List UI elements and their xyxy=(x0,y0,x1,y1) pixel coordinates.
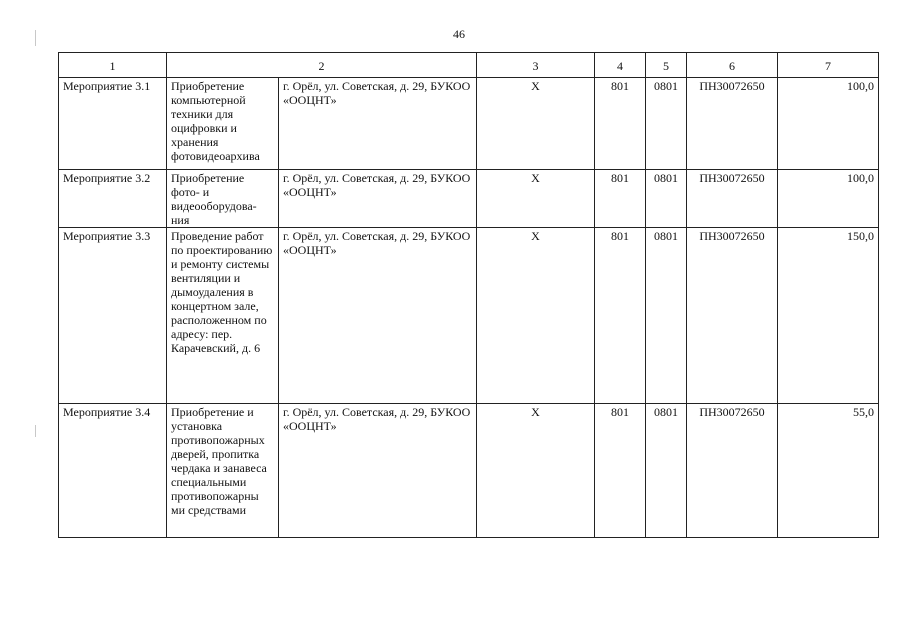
col6-cell: ПН30072650 xyxy=(687,78,778,170)
amount-cell: 100,0 xyxy=(778,170,879,228)
scan-margin-mark-bottom xyxy=(35,425,36,437)
header-cell-3: 3 xyxy=(477,53,595,78)
activities-table xyxy=(58,52,879,538)
col3-cell: Х xyxy=(477,170,595,228)
col5-cell: 0801 xyxy=(646,404,687,538)
table-row xyxy=(59,404,879,538)
header-cell-1: 1 xyxy=(59,53,167,78)
header-cell-2: 2 xyxy=(167,53,477,78)
description-cell: Проведение работ по проектированию и ремонту системы вентиляции и дымоудаления в концертном зале, расположенном по адресу: пер. Карачевский, д. 6 xyxy=(167,228,279,404)
header-cell-5: 5 xyxy=(646,53,687,78)
col5-cell: 0801 xyxy=(646,170,687,228)
col6-cell: ПН30072650 xyxy=(687,404,778,538)
address-cell: г. Орёл, ул. Советская, д. 29, БУКОО «ООЦНТ» xyxy=(279,78,477,170)
col3-cell: Х xyxy=(477,404,595,538)
description-cell: Приобретение компьютерной техники для оцифровки и хранения фотовидеоархива xyxy=(167,78,279,170)
header-cell-7: 7 xyxy=(778,53,879,78)
description-cell: Приобретение фото- и видеооборудова-ния xyxy=(167,170,279,228)
col4-cell: 801 xyxy=(595,78,646,170)
amount-cell: 100,0 xyxy=(778,78,879,170)
col6-cell: ПН30072650 xyxy=(687,170,778,228)
col6-cell: ПН30072650 xyxy=(687,228,778,404)
address-cell: г. Орёл, ул. Советская, д. 29, БУКОО «ООЦНТ» xyxy=(279,404,477,538)
event-cell: Мероприятие 3.3 xyxy=(59,228,167,404)
amount-cell: 55,0 xyxy=(778,404,879,538)
description-cell: Приобретение и установка противопожарных дверей, пропитка чердака и занавеса специальными противопожарны ми средствами xyxy=(167,404,279,538)
col3-cell: Х xyxy=(477,78,595,170)
table-row xyxy=(59,170,879,228)
header-cell-6: 6 xyxy=(687,53,778,78)
address-cell: г. Орёл, ул. Советская, д. 29, БУКОО «ООЦНТ» xyxy=(279,228,477,404)
page-number: 46 xyxy=(453,27,465,41)
event-cell: Мероприятие 3.1 xyxy=(59,78,167,170)
col4-cell: 801 xyxy=(595,170,646,228)
header-cell-4: 4 xyxy=(595,53,646,78)
col5-cell: 0801 xyxy=(646,228,687,404)
col5-cell: 0801 xyxy=(646,78,687,170)
event-cell: Мероприятие 3.2 xyxy=(59,170,167,228)
amount-cell: 150,0 xyxy=(778,228,879,404)
table-header-row xyxy=(59,53,879,78)
event-cell: Мероприятие 3.4 xyxy=(59,404,167,538)
table-row xyxy=(59,228,879,404)
col4-cell: 801 xyxy=(595,228,646,404)
table-row xyxy=(59,78,879,170)
address-cell: г. Орёл, ул. Советская, д. 29, БУКОО «ООЦНТ» xyxy=(279,170,477,228)
col3-cell: Х xyxy=(477,228,595,404)
col4-cell: 801 xyxy=(595,404,646,538)
